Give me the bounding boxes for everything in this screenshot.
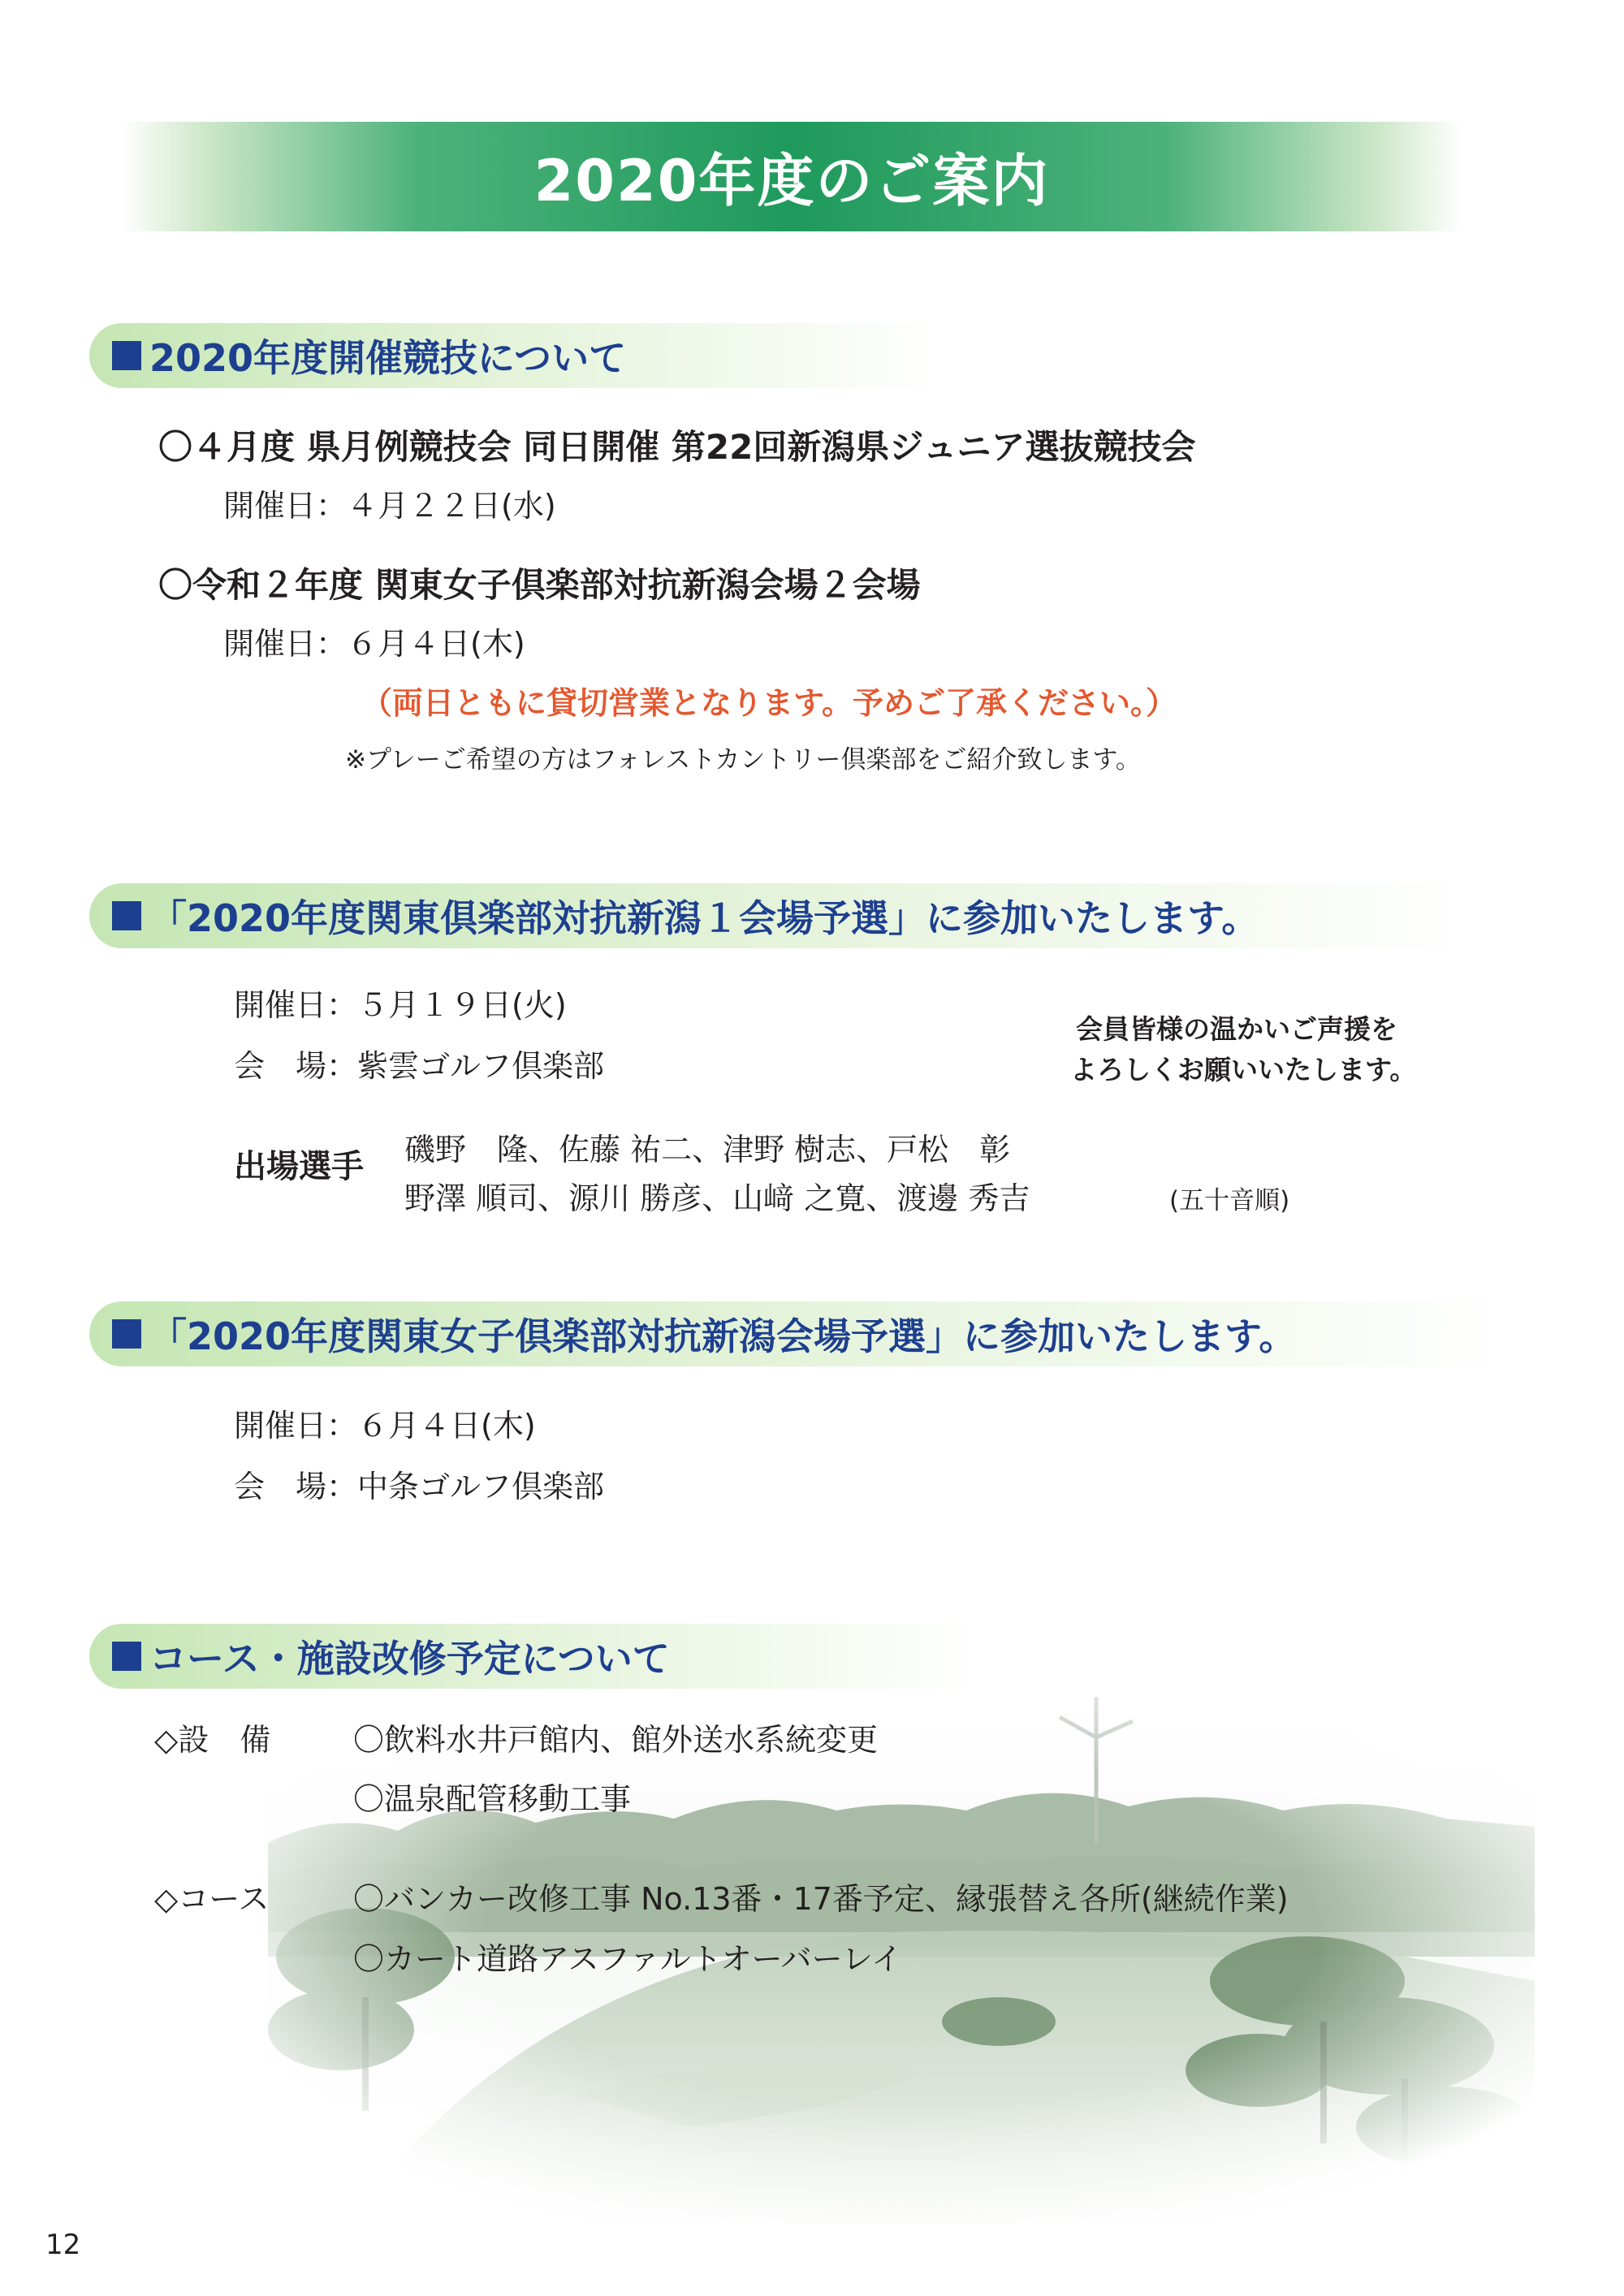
section-heading-kanto-women-qualifier [89,1301,1510,1366]
section-heading-2020-competitions [89,323,942,388]
women-qualifier-venue: 会 場：中条ゴルフ倶楽部 [234,1469,605,1504]
section-heading-text: コース・施設改修予定について [149,1637,670,1681]
section-heading-text: 2020年度開催競技について [149,336,627,380]
section-heading-text: 「2020年度関東倶楽部対抗新潟１会場予選」に参加いたします。 [149,896,1259,940]
players-line-1: 磯野 隆、佐藤 祐二、津野 樹志、戸松 彰 [404,1132,1011,1167]
reservation-notice: （両日ともに貸切営業となります。予めご了承ください。） [361,685,1177,721]
item-date-april: 開催日：４月２２日(水) [223,488,556,524]
item-title-kanto-women: 〇令和２年度 関東女子倶楽部対抗新潟会場２会場 [158,565,921,605]
alphabetical-order-note: (五十音順) [1169,1186,1290,1215]
section-heading-renovation [89,1624,983,1689]
women-qualifier-date: 開催日：６月４日(木) [234,1408,536,1444]
facility-label: ◇設 備 [154,1722,271,1758]
qualifier-venue: 会 場：紫雲ゴルフ倶楽部 [234,1048,605,1084]
support-message-line2: よろしくお願いいたします。 [1070,1054,1417,1085]
square-bullet-icon [112,1642,141,1671]
players-label: 出場選手 [234,1148,364,1185]
title-banner [122,122,1462,231]
facility-item: 〇飲料水井戸館内、館外送水系統変更 [353,1722,879,1758]
course-label: ◇コース [154,1881,270,1917]
support-message-line1: 会員皆様の温かいご声援を [1076,1013,1397,1045]
players-line-2: 野澤 順司、源川 勝彦、山﨑 之寛、渡邊 秀吉 [404,1180,1030,1216]
square-bullet-icon [112,901,141,930]
facility-item: 〇温泉配管移動工事 [353,1781,632,1817]
play-referral-note: ※プレーご希望の方はフォレストカントリー倶楽部をご紹介致します。 [345,745,1141,775]
item-date-june: 開催日：６月４日(木) [223,626,525,662]
section-heading-kanto-club-qualifier [89,883,1470,948]
section-heading-text: 「2020年度関東女子倶楽部対抗新潟会場予選」に参加いたします。 [149,1314,1297,1358]
course-item: 〇バンカー改修工事 No.13番・17番予定、縁張替え各所(継続作業) [353,1881,1289,1917]
square-bullet-icon [112,1319,141,1349]
course-item: 〇カート道路アスファルトオーバーレイ [353,1941,903,1977]
page-number: 12 [45,2229,81,2261]
square-bullet-icon [112,341,141,370]
item-title-april-competition: 〇４月度 県月例競技会 同日開催 第22回新潟県ジュニア選抜競技会 [158,427,1196,467]
qualifier-date: 開催日：５月１９日(火) [234,987,567,1023]
page-title: 2020年度のご案内 [533,148,1050,214]
